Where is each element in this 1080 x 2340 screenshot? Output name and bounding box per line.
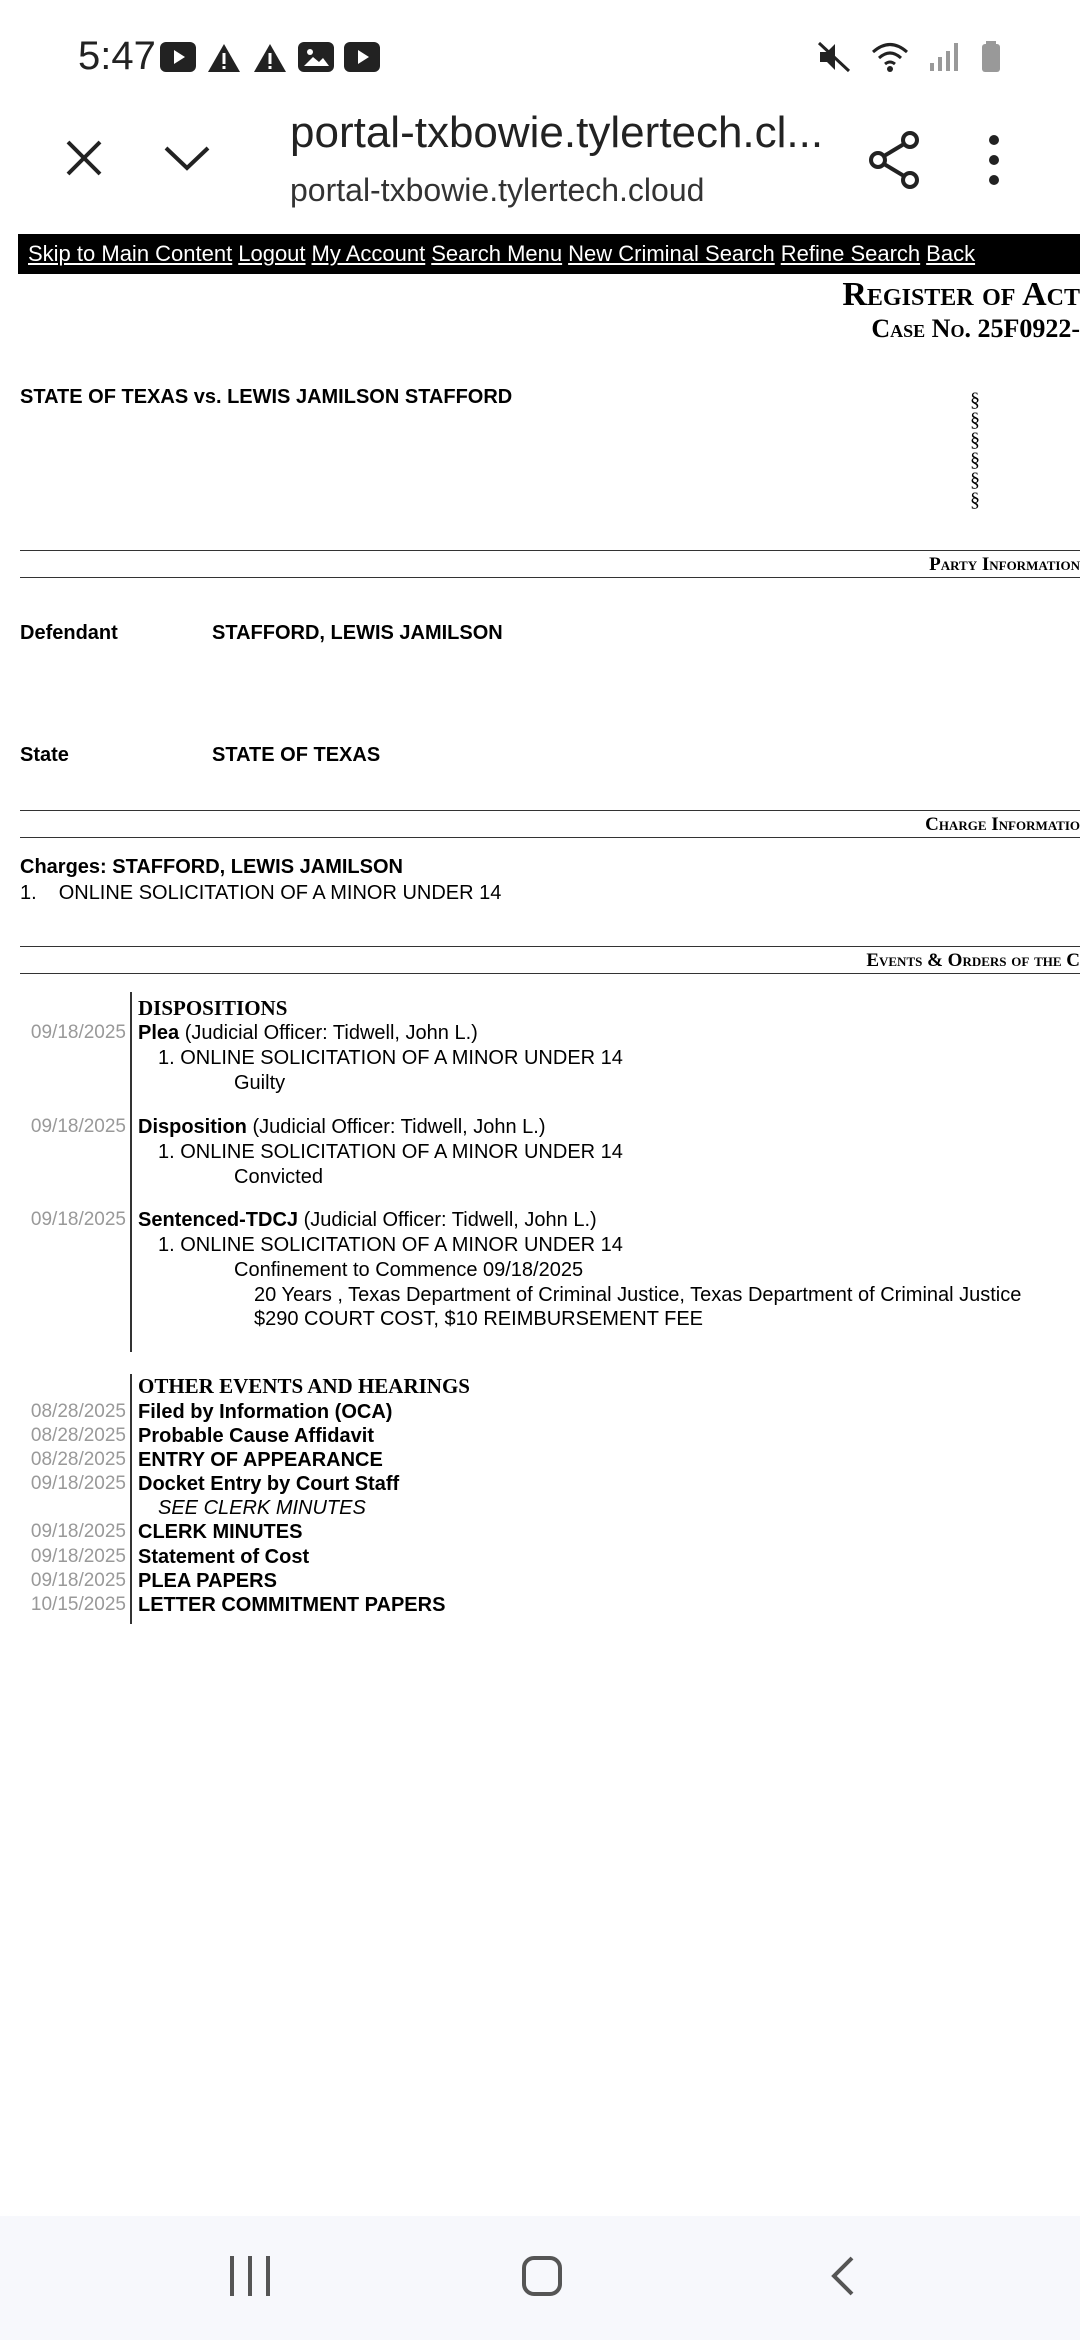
event-description: Sentenced-TDCJ (Judicial Officer: Tidwell, John L.)	[138, 1209, 597, 1231]
event-result: Convicted	[234, 1166, 323, 1188]
back-link[interactable]: Back	[926, 241, 976, 266]
my-account-link[interactable]: My Account	[311, 241, 426, 266]
charge-information-heading: Charge Informatio	[925, 814, 1080, 835]
youtube-icon	[344, 42, 380, 72]
event-description: Plea (Judicial Officer: Tidwell, John L.)	[138, 1022, 478, 1044]
event-date: 09/18/2025	[30, 1546, 126, 1567]
more-options-icon[interactable]	[984, 132, 1004, 188]
event-label: Filed by Information (OCA)	[138, 1401, 393, 1423]
wifi-icon	[870, 41, 910, 73]
event-date: 10/15/2025	[30, 1594, 126, 1615]
other-events-heading: OTHER EVENTS AND HEARINGS	[138, 1374, 470, 1398]
charge-number: 1.	[20, 882, 37, 904]
close-icon[interactable]	[62, 136, 106, 180]
event-date: 08/28/2025	[30, 1401, 126, 1422]
chevron-down-icon[interactable]	[162, 140, 212, 176]
share-icon[interactable]	[866, 130, 922, 190]
event-date: 08/28/2025	[30, 1425, 126, 1446]
system-icons	[816, 40, 1002, 74]
event-label: ENTRY OF APPEARANCE	[138, 1449, 383, 1471]
back-icon[interactable]	[822, 2254, 866, 2298]
notification-icons	[160, 42, 380, 74]
event-date: 08/28/2025	[30, 1449, 126, 1470]
other-events-divider	[130, 1374, 132, 1624]
home-icon[interactable]	[522, 2256, 562, 2296]
logout-link[interactable]: Logout	[238, 241, 306, 266]
sentence-fees: $290 COURT COST, $10 REIMBURSEMENT FEE	[254, 1308, 704, 1330]
recent-apps-icon[interactable]	[230, 2256, 270, 2296]
section-divider	[20, 973, 1080, 974]
event-date: 09/18/2025	[30, 1521, 126, 1542]
register-of-actions-page	[12, 232, 1080, 2216]
events-orders-heading: Events & Orders of the C	[866, 950, 1080, 971]
event-charge: 1. ONLINE SOLICITATION OF A MINOR UNDER 14	[158, 1141, 623, 1163]
mute-icon	[816, 40, 852, 74]
event-date: 09/18/2025	[30, 1116, 126, 1137]
section-divider	[20, 550, 1080, 551]
image-icon	[298, 42, 334, 72]
refine-search-link[interactable]: Refine Search	[780, 241, 921, 266]
section-divider	[20, 577, 1080, 578]
skip-to-main-link[interactable]: Skip to Main Content	[28, 241, 233, 266]
charges-heading: Charges: STAFFORD, LEWIS JAMILSON	[20, 856, 403, 878]
section-divider	[20, 946, 1080, 947]
case-style: STATE OF TEXAS vs. LEWIS JAMILSON STAFFORD	[20, 386, 513, 408]
charge-item	[20, 882, 501, 905]
dispositions-divider	[130, 992, 132, 1352]
party-information-heading: Party Information	[929, 554, 1080, 575]
dispositions-heading: DISPOSITIONS	[138, 996, 288, 1020]
party-role: State	[20, 744, 69, 766]
portal-nav-bar	[18, 234, 1080, 274]
custom-tab-toolbar	[0, 100, 1080, 230]
event-charge: 1. ONLINE SOLICITATION OF A MINOR UNDER 14	[158, 1047, 623, 1069]
party-role: Defendant	[20, 622, 118, 644]
section-marks: § § § § § §	[970, 389, 980, 511]
sentence-detail: 20 Years , Texas Department of Criminal Justice, Texas Department of Criminal Justice	[254, 1284, 1022, 1306]
new-criminal-search-link[interactable]: New Criminal Search	[568, 241, 775, 266]
status-time: 5:47	[78, 34, 156, 78]
event-charge: 1. ONLINE SOLICITATION OF A MINOR UNDER 14	[158, 1234, 623, 1256]
event-date: 09/18/2025	[30, 1209, 126, 1230]
youtube-icon	[160, 42, 196, 72]
case-number: Case No. 25F0922-	[871, 314, 1080, 343]
event-description: Disposition (Judicial Officer: Tidwell, John L.)	[138, 1116, 546, 1138]
section-divider	[20, 810, 1080, 811]
event-date: 09/18/2025	[30, 1473, 126, 1494]
status-bar	[0, 0, 1080, 110]
page-title[interactable]: portal-txbowie.tylertech.cl...	[290, 108, 824, 157]
url-text[interactable]: portal-txbowie.tylertech.cloud	[290, 172, 705, 208]
search-menu-link[interactable]: Search Menu	[431, 241, 563, 266]
signal-icon	[928, 41, 962, 73]
charge-description: ONLINE SOLICITATION OF A MINOR UNDER 14	[58, 882, 502, 904]
system-navigation-bar	[0, 2216, 1080, 2340]
event-result: Confinement to Commence 09/18/2025	[234, 1259, 584, 1281]
section-divider	[20, 837, 1080, 838]
event-label: PLEA PAPERS	[138, 1570, 277, 1592]
register-title: Register of Act	[842, 276, 1080, 313]
event-label: Docket Entry by Court Staff	[138, 1473, 400, 1495]
party-name: STAFFORD, LEWIS JAMILSON	[212, 622, 503, 644]
event-label: Statement of Cost	[138, 1546, 310, 1568]
event-label: CLERK MINUTES	[138, 1521, 303, 1543]
event-result: Guilty	[234, 1072, 286, 1094]
battery-icon	[980, 40, 1002, 74]
warning-icon	[206, 42, 242, 74]
party-name: STATE OF TEXAS	[212, 744, 381, 766]
event-label: Probable Cause Affidavit	[138, 1425, 374, 1447]
event-date: 09/18/2025	[30, 1570, 126, 1591]
warning-icon	[252, 42, 288, 74]
event-note: SEE CLERK MINUTES	[158, 1497, 366, 1519]
event-label: LETTER COMMITMENT PAPERS	[138, 1594, 446, 1616]
event-date: 09/18/2025	[30, 1022, 126, 1043]
